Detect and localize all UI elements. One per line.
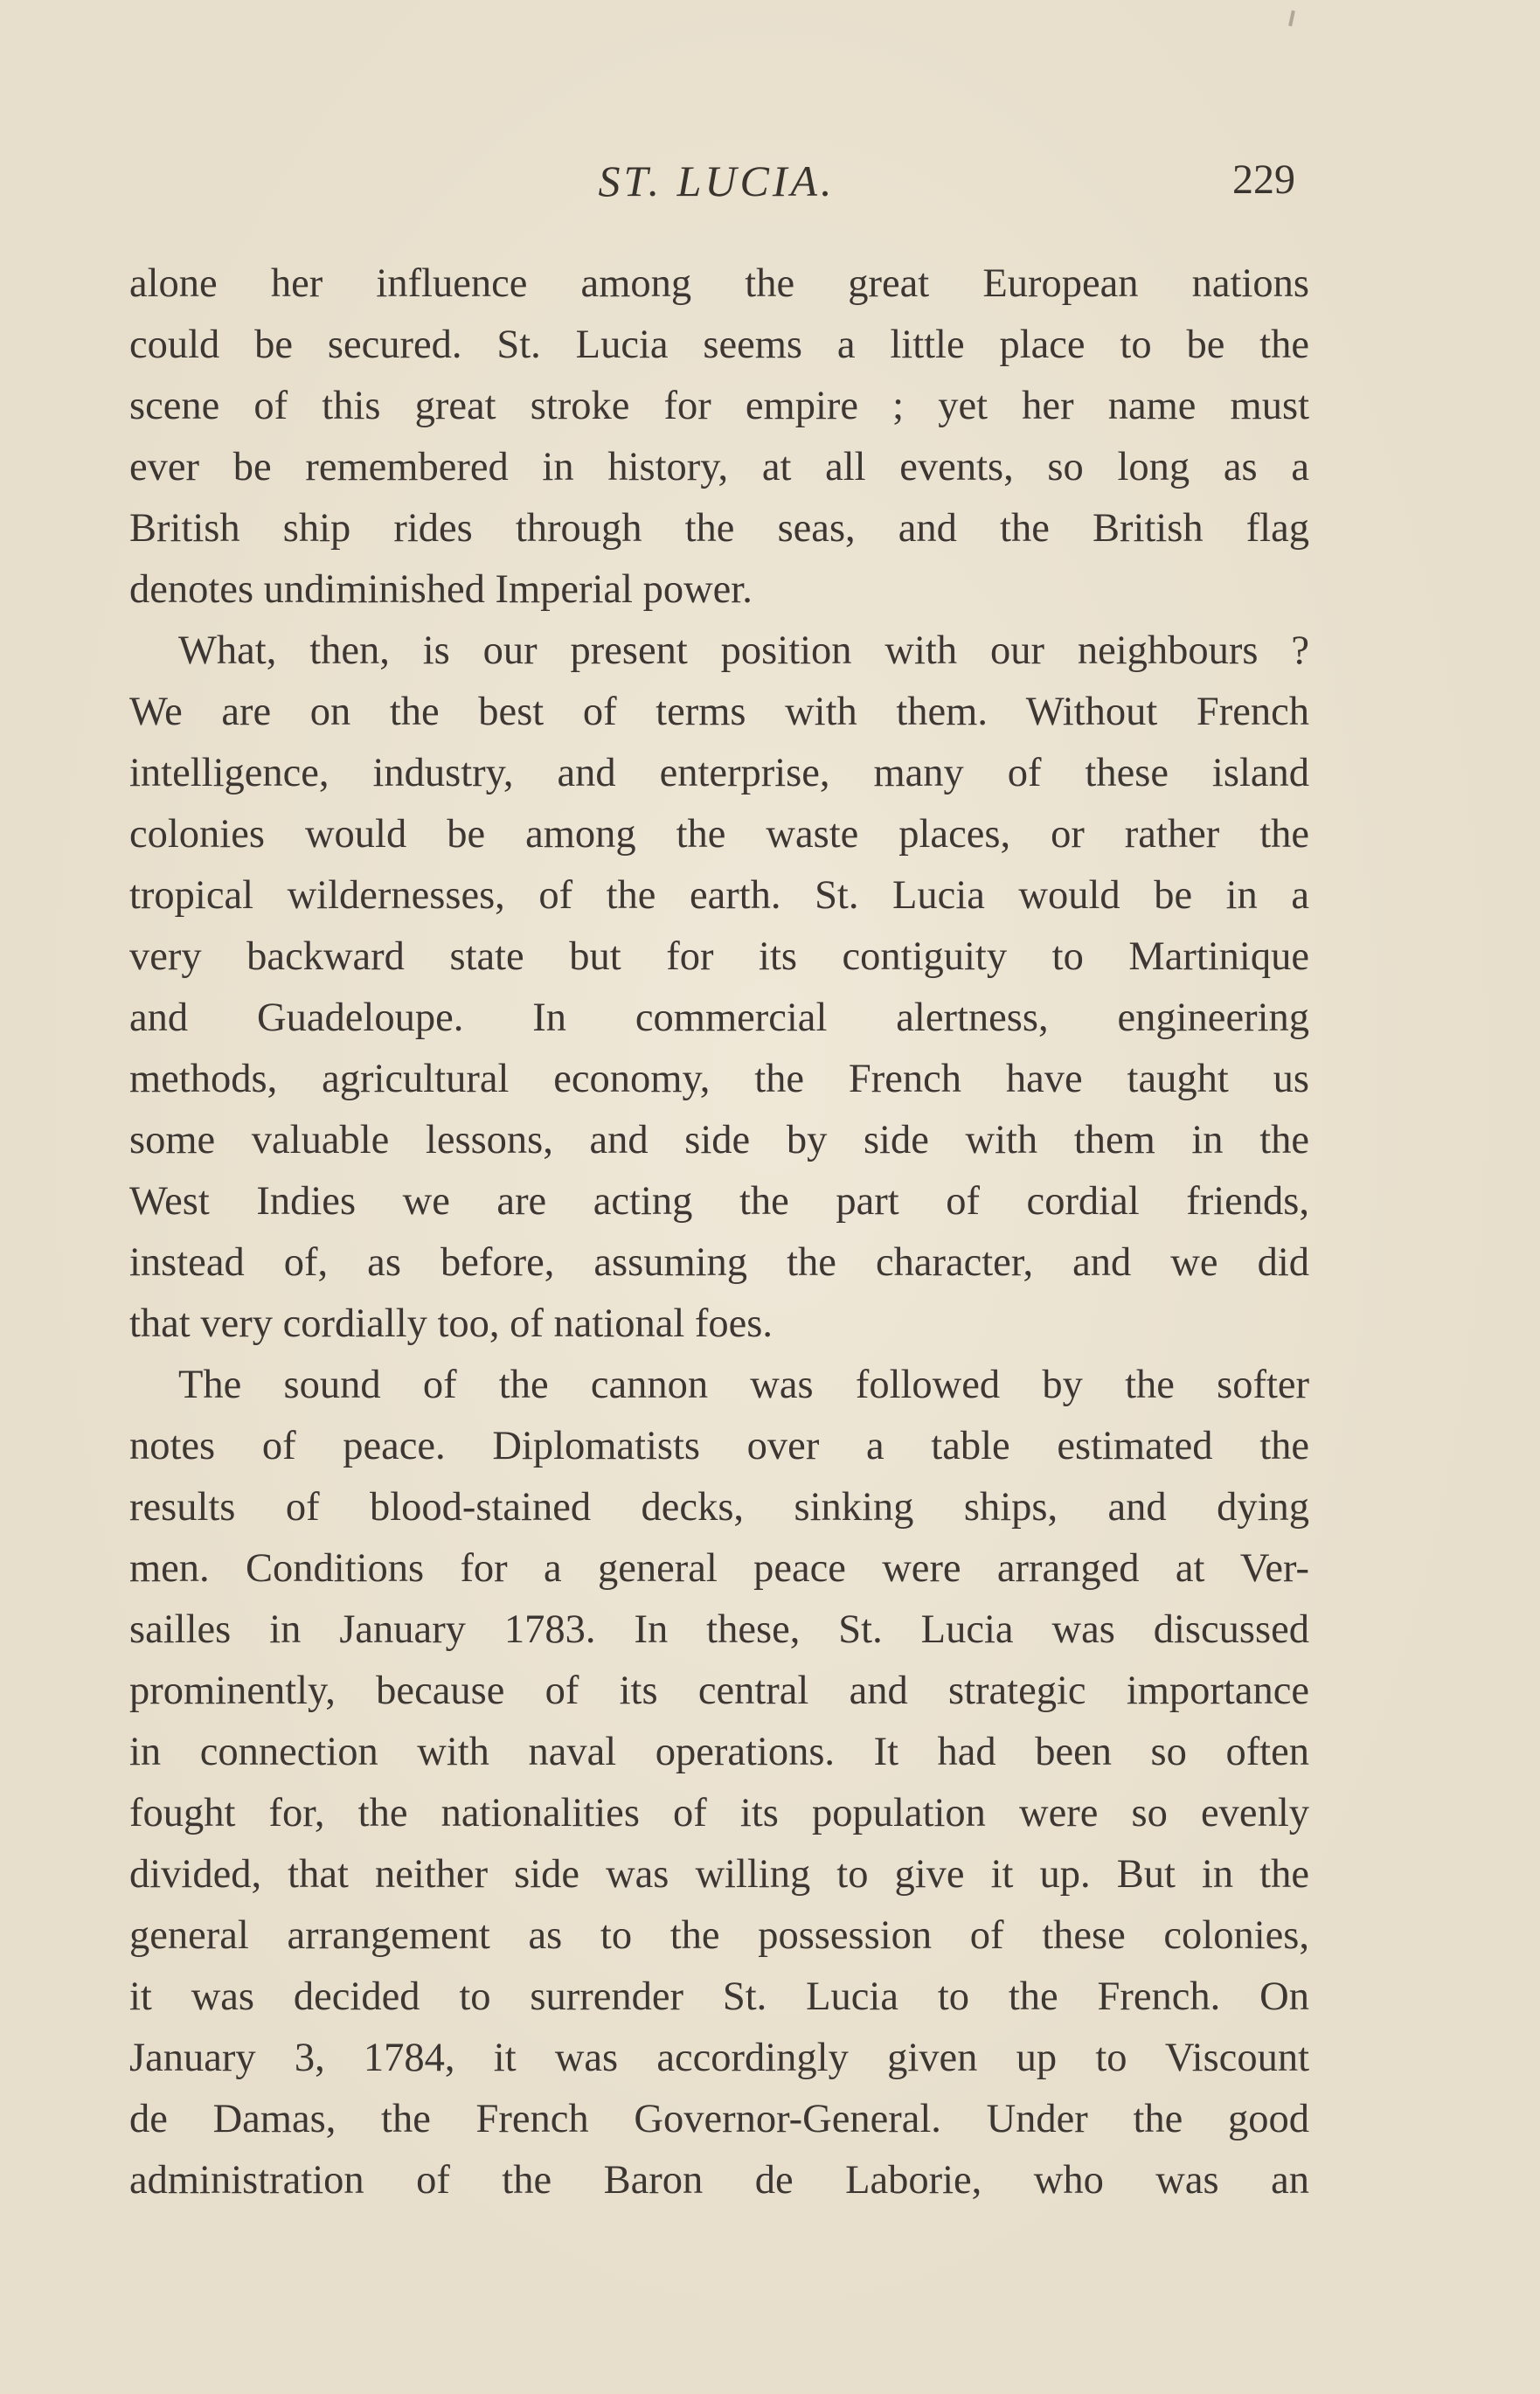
text-line: colonies would be among the waste places, or rather the bbox=[129, 812, 1309, 857]
text-line: very backward state but for its contiguity to Martinique bbox=[129, 934, 1309, 979]
page-number: 229 bbox=[1232, 156, 1295, 203]
text-line: prominently, because of its central and strategic importance bbox=[129, 1669, 1309, 1713]
text-line: alone her influence among the great European nations bbox=[129, 261, 1309, 306]
text-line: in connection with naval operations. It had been so often bbox=[129, 1730, 1309, 1774]
text-line: intelligence, industry, and enterprise, many of these island bbox=[129, 751, 1309, 795]
text-line: de Damas, the French Governor-General. Under the good bbox=[129, 2097, 1309, 2141]
text-line: fought for, the nationalities of its population were so evenly bbox=[129, 1791, 1309, 1835]
paragraph-3 bbox=[129, 1355, 1309, 2211]
paragraph-1 bbox=[129, 253, 1309, 621]
paragraph-2 bbox=[129, 621, 1309, 1355]
text-line: instead of, as before, assuming the character, and we did bbox=[129, 1240, 1309, 1285]
text-line: divided, that neither side was willing to give it up. But in the bbox=[129, 1852, 1309, 1897]
text-line: could be secured. St. Lucia seems a little place to be the bbox=[129, 323, 1309, 367]
body-text bbox=[129, 253, 1309, 2211]
running-head bbox=[131, 156, 1302, 217]
text-line: methods, agricultural economy, the French have taught us bbox=[129, 1057, 1309, 1101]
text-line: We are on the best of terms with them. Without French bbox=[129, 690, 1309, 734]
text-line: administration of the Baron de Laborie, who was an bbox=[129, 2158, 1309, 2203]
text-line: British ship rides through the seas, and the British flag bbox=[129, 506, 1309, 551]
text-line: results of blood-stained decks, sinking ships, and dying bbox=[129, 1485, 1309, 1530]
text-line: tropical wildernesses, of the earth. St. Lucia would be in a bbox=[129, 873, 1309, 918]
text-line: What, then, is our present position with our neighbours ? bbox=[178, 628, 1309, 673]
text-line: notes of peace. Diplomatists over a table estimated the bbox=[129, 1424, 1309, 1468]
text-line: some valuable lessons, and side by side with them in the bbox=[129, 1118, 1309, 1162]
page-mark bbox=[1288, 10, 1295, 26]
text-line: and Guadeloupe. In commercial alertness, engineering bbox=[129, 996, 1309, 1040]
text-line: The sound of the cannon was followed by the softer bbox=[178, 1363, 1309, 1407]
text-line: January 3, 1784, it was accordingly given up to Viscount bbox=[129, 2036, 1309, 2080]
text-line: denotes undiminished Imperial power. bbox=[129, 567, 753, 612]
text-line: West Indies we are acting the part of cordial friends, bbox=[129, 1179, 1309, 1224]
text-line: it was decided to surrender St. Lucia to the French. On bbox=[129, 1974, 1309, 2019]
text-line: sailles in January 1783. In these, St. Lucia was discussed bbox=[129, 1607, 1309, 1652]
text-line: men. Conditions for a general peace were arranged at Ver- bbox=[129, 1546, 1309, 1591]
running-title: ST. LUCIA. bbox=[598, 156, 836, 205]
text-line: that very cordially too, of national foes. bbox=[129, 1301, 773, 1346]
text-line: general arrangement as to the possession of these colonies, bbox=[129, 1913, 1309, 1958]
text-line: scene of this great stroke for empire ; yet her name must bbox=[129, 384, 1309, 428]
text-line: ever be remembered in history, at all events, so long as a bbox=[129, 445, 1309, 489]
